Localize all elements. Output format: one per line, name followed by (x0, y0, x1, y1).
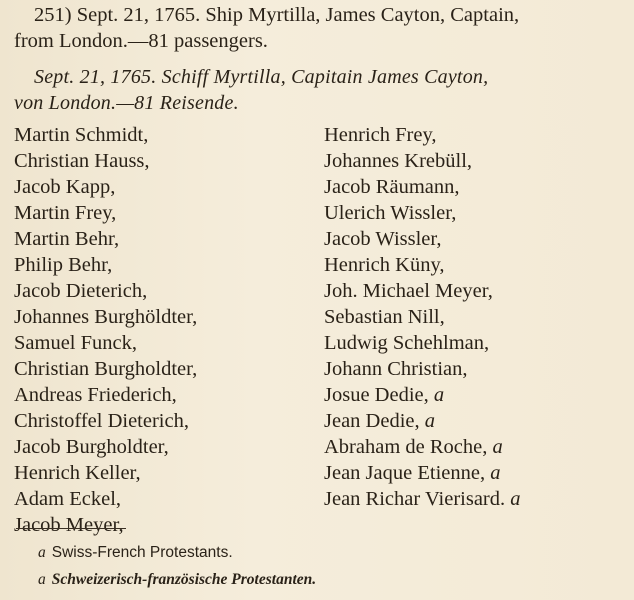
passenger-entry (324, 174, 521, 200)
passenger-entry (324, 304, 521, 330)
footnote-marker: a (490, 462, 501, 484)
passenger-name: Samuel Funck, (14, 332, 137, 354)
passenger-name: Jacob Burgholdter, (14, 436, 169, 458)
passenger-name: Jean Dedie, (324, 410, 420, 432)
footnote-german-text: Schweizerisch-französische Protestanten. (51, 571, 317, 588)
passenger-name: Josue Dedie, (324, 384, 429, 406)
passenger-name: Christian Hauss, (14, 150, 150, 172)
passenger-name: Henrich Frey, (324, 124, 437, 146)
footnote-marker: a (433, 384, 445, 406)
passenger-name: Martin Schmidt, (14, 124, 149, 146)
ship-heading-english (14, 2, 629, 54)
passenger-name: Abraham de Roche, (324, 436, 488, 458)
passenger-name: Jacob Kapp, (14, 176, 116, 198)
passenger-name: Henrich Küny, (324, 254, 445, 276)
heading-english-line-1: 251) Sept. 21, 1765. Ship Myrtilla, James Cayton, Captain, (34, 4, 520, 26)
passenger-entry (324, 278, 521, 304)
passenger-name: Johannes Krebüll, (324, 150, 473, 172)
passenger-name: Johann Christian, (324, 358, 468, 380)
passenger-name: Jacob Räumann, (324, 176, 460, 198)
passenger-name: Sebastian Nill, (324, 306, 445, 328)
heading-german-line-2: von London.—81 Reisende. (14, 92, 239, 114)
passenger-name: Christian Burgholdter, (14, 358, 198, 380)
heading-english-line-2: from London.—81 passengers. (14, 30, 268, 52)
footnote-marker: a (492, 436, 503, 458)
passenger-entry (324, 122, 521, 148)
passenger-name: Jacob Dieterich, (14, 280, 148, 302)
passenger-name: Ludwig Schehlman, (324, 332, 490, 354)
passenger-name: Jacob Meyer, (14, 514, 124, 536)
passenger-entry (324, 200, 521, 226)
passenger-entry (324, 486, 521, 512)
passenger-entry (324, 252, 521, 278)
footnote-marker: a (38, 571, 46, 588)
passenger-entry (324, 408, 521, 434)
footnote-marker: a (38, 544, 46, 561)
footnote-marker: a (424, 410, 435, 432)
footnote-divider (16, 528, 126, 529)
heading-german-line-1: Sept. 21, 1765. Schiff Myrtilla, Capitain James Cayton, (34, 66, 489, 88)
passenger-name: Johannes Burghöldter, (14, 306, 198, 328)
passenger-name: Henrich Keller, (14, 462, 141, 484)
passenger-name: Ulerich Wissler, (324, 202, 457, 224)
passenger-entry (324, 330, 521, 356)
passenger-name: Martin Behr, (14, 228, 120, 250)
passenger-name: Adam Eckel, (14, 488, 122, 510)
passenger-entry (324, 460, 521, 486)
passenger-entry (324, 356, 521, 382)
footnote-marker: a (510, 488, 521, 510)
passenger-entry (324, 148, 521, 174)
passenger-entry (324, 226, 521, 252)
passenger-name: Joh. Michael Meyer, (324, 280, 493, 302)
ship-heading-german (14, 64, 629, 116)
footnote-english (38, 543, 233, 563)
passenger-name: Christoffel Dieterich, (14, 410, 189, 432)
passenger-list-left (14, 122, 197, 538)
passenger-name: Jacob Wissler, (324, 228, 442, 250)
passenger-name: Andreas Friederich, (14, 384, 177, 406)
passenger-name: Jean Jaque Etienne, (324, 462, 486, 484)
passenger-entry (324, 382, 521, 408)
passenger-entry (324, 434, 521, 460)
passenger-name: Jean Richar Vierisard. (324, 488, 506, 510)
footnote-german (38, 570, 316, 590)
passenger-list-right (324, 122, 521, 512)
passenger-name: Philip Behr, (14, 254, 113, 276)
footnote-english-text: Swiss-French Protestants. (51, 544, 233, 561)
passenger-name: Martin Frey, (14, 202, 117, 224)
